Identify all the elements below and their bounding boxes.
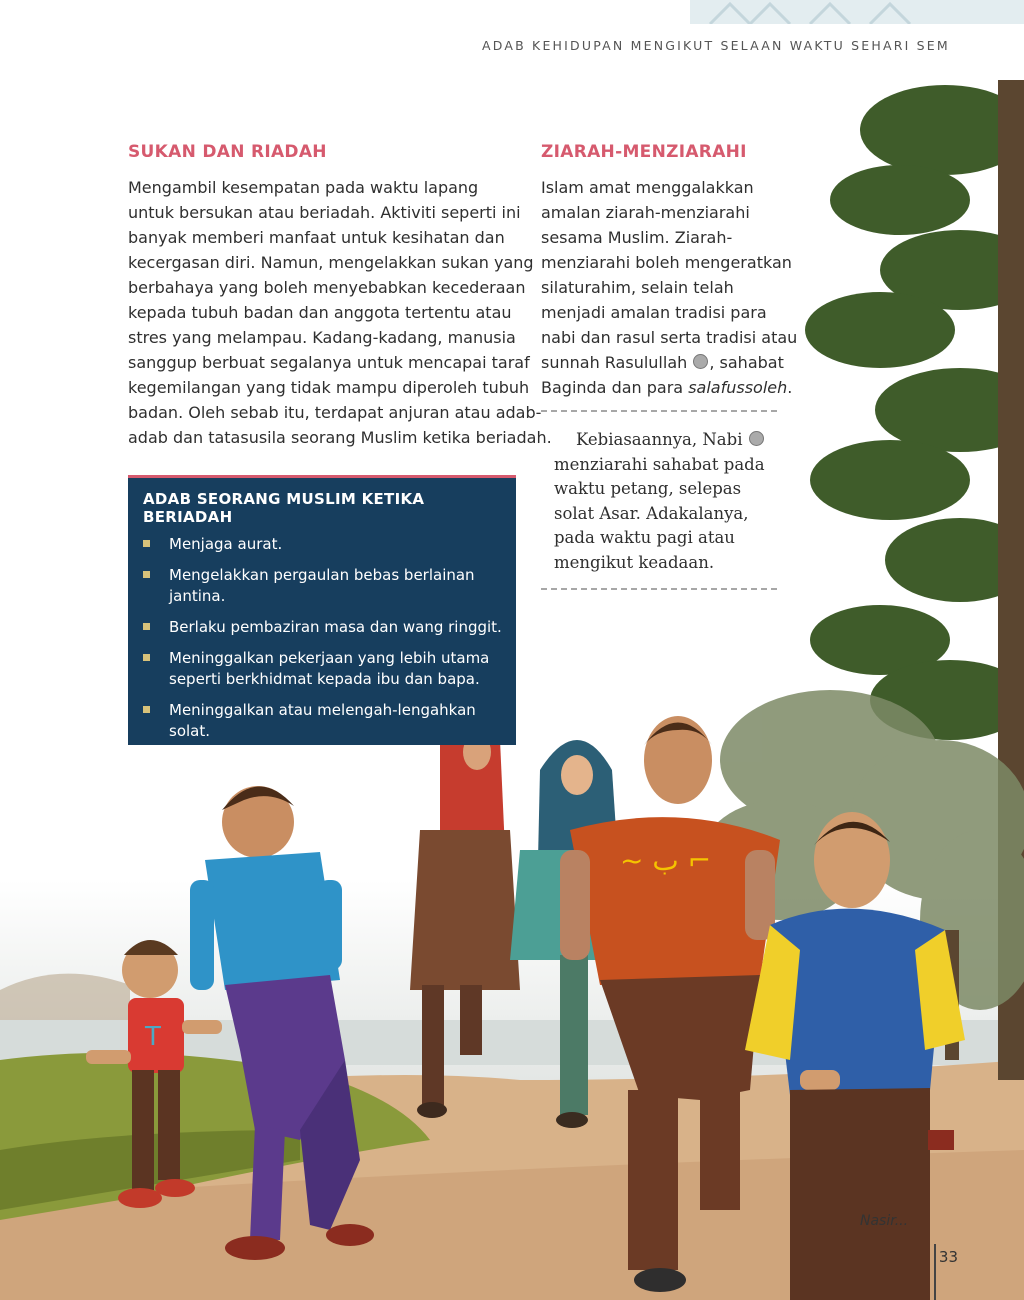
svg-text:T: T xyxy=(145,1022,161,1052)
paragraph-line: banyak memberi manfaat untuk kesihatan dan xyxy=(128,228,505,247)
paragraph-line: menziarahi boleh mengeratkan xyxy=(541,253,792,272)
paragraph-line: stres yang melampau. Kadang-kadang, manusia xyxy=(128,328,516,347)
visiting-heading: ZIARAH-MENZIARAHI xyxy=(541,142,747,162)
pbuh-seal-icon xyxy=(693,354,708,369)
list-item xyxy=(143,700,504,742)
paragraph-line: badan. Oleh sebab itu, terdapat anjuran atau adab- xyxy=(128,403,542,422)
paragraph-line: Mengambil kesempatan pada waktu lapang xyxy=(128,178,479,197)
quote-line xyxy=(554,428,776,453)
list-item xyxy=(143,565,504,607)
paragraph-text: sunnah Rasulullah xyxy=(541,353,688,372)
list-item-text: Meninggalkan pekerjaan yang lebih utama seperti berkhidmat kepada ibu dan bapa. xyxy=(169,649,490,688)
paragraph-line xyxy=(541,350,784,375)
running-head: ADAB KEHIDUPAN MENGIKUT SELAAN WAKTU SEHARI SEM xyxy=(482,38,950,53)
svg-text:~ ب ⌐: ~ ب ⌐ xyxy=(620,844,712,877)
list-item-text: Mengelakkan pergaulan bebas berlainan jantina. xyxy=(169,566,475,605)
paragraph-line: sanggup berbuat segalanya untuk mencapai taraf xyxy=(128,353,530,372)
list-item xyxy=(143,534,504,555)
list-item xyxy=(143,648,504,690)
quote-line: solat Asar. Adakalanya, xyxy=(554,503,749,523)
etiquette-list xyxy=(128,534,516,742)
etiquette-box-title: ADAB SEORANG MUSLIM KETIKA BERIADAH xyxy=(143,490,425,526)
paragraph-line: Islam amat menggalakkan xyxy=(541,178,754,197)
list-item xyxy=(143,617,504,638)
paragraph-line xyxy=(541,375,792,400)
pbuh-seal-icon xyxy=(749,431,764,446)
paragraph-text: , sahabat xyxy=(709,353,784,372)
etiquette-box xyxy=(128,475,516,745)
dashed-divider-bottom xyxy=(541,588,777,590)
paragraph-line: sesama Muslim. Ziarah- xyxy=(541,228,733,247)
sports-heading: SUKAN DAN RIADAH xyxy=(128,142,327,162)
paragraph-text: . xyxy=(787,378,793,397)
square-bullet-icon xyxy=(143,540,150,547)
page-number: 33 xyxy=(938,1248,958,1266)
quote-line: menziarahi sahabat pada xyxy=(554,454,765,474)
paragraph-line: amalan ziarah-menziarahi xyxy=(541,203,750,222)
paragraph-line: nabi dan rasul serta tradisi atau xyxy=(541,328,798,347)
list-item-text: Meninggalkan atau melengah-lengahkan solat. xyxy=(169,701,476,740)
quote-line: waktu petang, selepas xyxy=(554,479,742,498)
square-bullet-icon xyxy=(143,654,150,661)
square-bullet-icon xyxy=(143,571,150,578)
list-item-text: Berlaku pembaziran masa dan wang ringgit. xyxy=(169,618,502,636)
page-number-rule xyxy=(934,1244,936,1300)
paragraph-line: adab dan tatasusila seorang Muslim ketika beriadah. xyxy=(128,428,552,447)
dashed-divider-top xyxy=(541,410,777,412)
list-item-text: Menjaga aurat. xyxy=(169,535,283,553)
svg-text:Nasir...: Nasir... xyxy=(860,1213,909,1229)
paragraph-line: menjadi amalan tradisi para xyxy=(541,303,767,322)
paragraph-line: kegemilangan yang tidak mampu diperoleh tubuh xyxy=(128,378,530,397)
paragraph-line: kepada tubuh badan dan anggota tertentu atau xyxy=(128,303,512,322)
quote-line: pada waktu pagi atau xyxy=(554,528,735,547)
paragraph-line: berbahaya yang boleh menyebabkan kecederaan xyxy=(128,278,526,297)
paragraph-line: silaturahim, selain telah xyxy=(541,278,734,297)
paragraph-line: untuk bersukan atau beriadah. Aktiviti seperti ini xyxy=(128,203,521,222)
square-bullet-icon xyxy=(143,706,150,713)
italic-term: salafussoleh xyxy=(688,378,788,397)
quote-text: Kebiasaannya, Nabi xyxy=(576,430,743,449)
quote-line: mengikut keadaan. xyxy=(554,552,715,572)
hadith-note xyxy=(554,428,776,575)
square-bullet-icon xyxy=(143,623,150,630)
paragraph-text: Baginda dan para xyxy=(541,378,689,397)
paragraph-line: kecergasan diri. Namun, mengelakkan sukan yang xyxy=(128,253,534,272)
